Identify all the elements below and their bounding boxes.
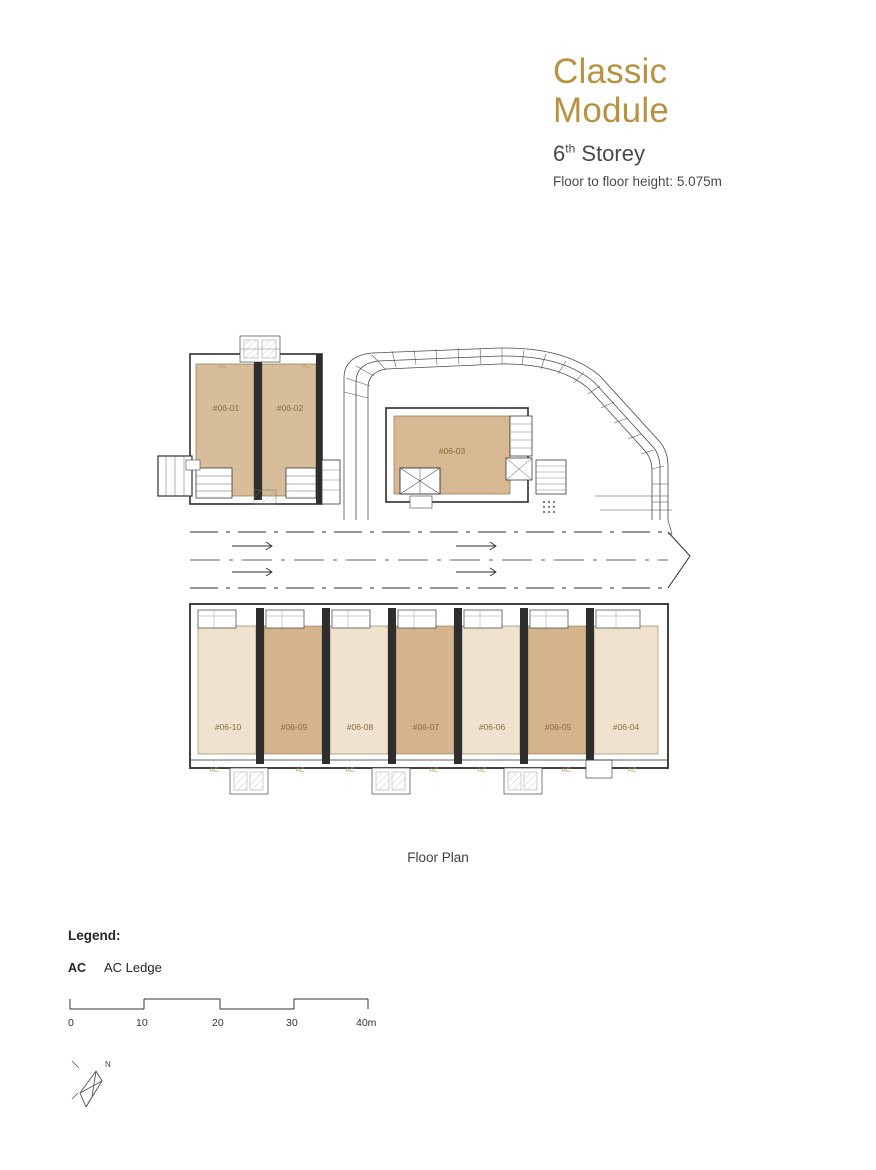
scale-tick-labels <box>62 1017 392 1033</box>
scale-tick: 30 <box>286 1017 298 1029</box>
title-line-1: Classic <box>553 52 668 91</box>
ac-text: AC <box>561 767 571 774</box>
floor-plan-svg <box>0 320 876 840</box>
unit-area-06-08 <box>330 626 388 754</box>
legend-desc: AC Ledge <box>104 960 162 975</box>
unit-label-06-02: #06-02 <box>276 403 304 413</box>
legend-abbr: AC <box>68 961 87 975</box>
legend-title: Legend: <box>68 928 121 943</box>
compass-svg <box>66 1055 156 1125</box>
direction-arrows <box>232 542 496 576</box>
plan-caption: Floor Plan <box>407 850 469 865</box>
ac-ledge-group-top-left <box>240 336 280 362</box>
unit-label-06-05: #06-05 <box>544 722 572 732</box>
storey-label <box>553 141 818 167</box>
driveway-band <box>190 532 690 588</box>
ac-text: AC <box>295 767 305 774</box>
scale-tick: 0 <box>68 1017 74 1029</box>
scale-tick: 20 <box>212 1017 224 1029</box>
compass-rose <box>66 1055 156 1125</box>
lower-units-block <box>190 604 668 794</box>
unit-label-06-03: #06-03 <box>438 446 466 456</box>
header <box>398 52 818 189</box>
ac-text: AC <box>301 363 311 370</box>
scale-tick: 10 <box>136 1017 148 1029</box>
unit-label-06-06: #06-06 <box>478 722 506 732</box>
unit-label-06-04: #06-04 <box>612 722 640 732</box>
storey-ordinal-suffix: th <box>565 141 576 156</box>
storey-word: Storey <box>581 141 645 166</box>
staircase-right <box>536 460 566 513</box>
unit-label-06-07: #06-07 <box>412 722 440 732</box>
unit-label-06-10: #06-10 <box>214 722 242 732</box>
ac-text: AC <box>627 767 637 774</box>
unit-label-06-09: #06-09 <box>280 722 308 732</box>
ac-text: AC <box>345 767 355 774</box>
title-line-2: Module <box>553 91 669 130</box>
compass-north-label: N <box>105 1060 111 1069</box>
unit-label-06-08: #06-08 <box>346 722 374 732</box>
unit-area-06-07 <box>396 626 454 754</box>
unit-block-06-03 <box>386 408 566 513</box>
service-strip-06-03 <box>506 416 532 480</box>
floor-height-note: Floor to floor height: 5.075m <box>553 174 722 189</box>
upper-left-block <box>158 336 340 504</box>
scale-bar-svg <box>68 995 378 1019</box>
legend <box>68 928 468 975</box>
unit-area-06-04 <box>594 626 658 754</box>
ac-text: AC <box>429 767 439 774</box>
unit-label-06-01: #06-01 <box>212 403 240 413</box>
unit-area-06-05 <box>528 626 586 754</box>
ac-text: AC <box>209 767 219 774</box>
legend-item <box>68 960 468 975</box>
scale-tick: 40m <box>356 1017 377 1029</box>
unit-area-06-10 <box>198 626 256 754</box>
ac-text: AC <box>217 363 227 370</box>
unit-area-06-06 <box>462 626 520 754</box>
floor-plan-drawing <box>0 320 876 840</box>
storey-number: 6 <box>553 141 566 166</box>
ac-text: AC <box>477 767 487 774</box>
unit-area-06-09 <box>264 626 322 754</box>
page-title <box>553 52 818 130</box>
